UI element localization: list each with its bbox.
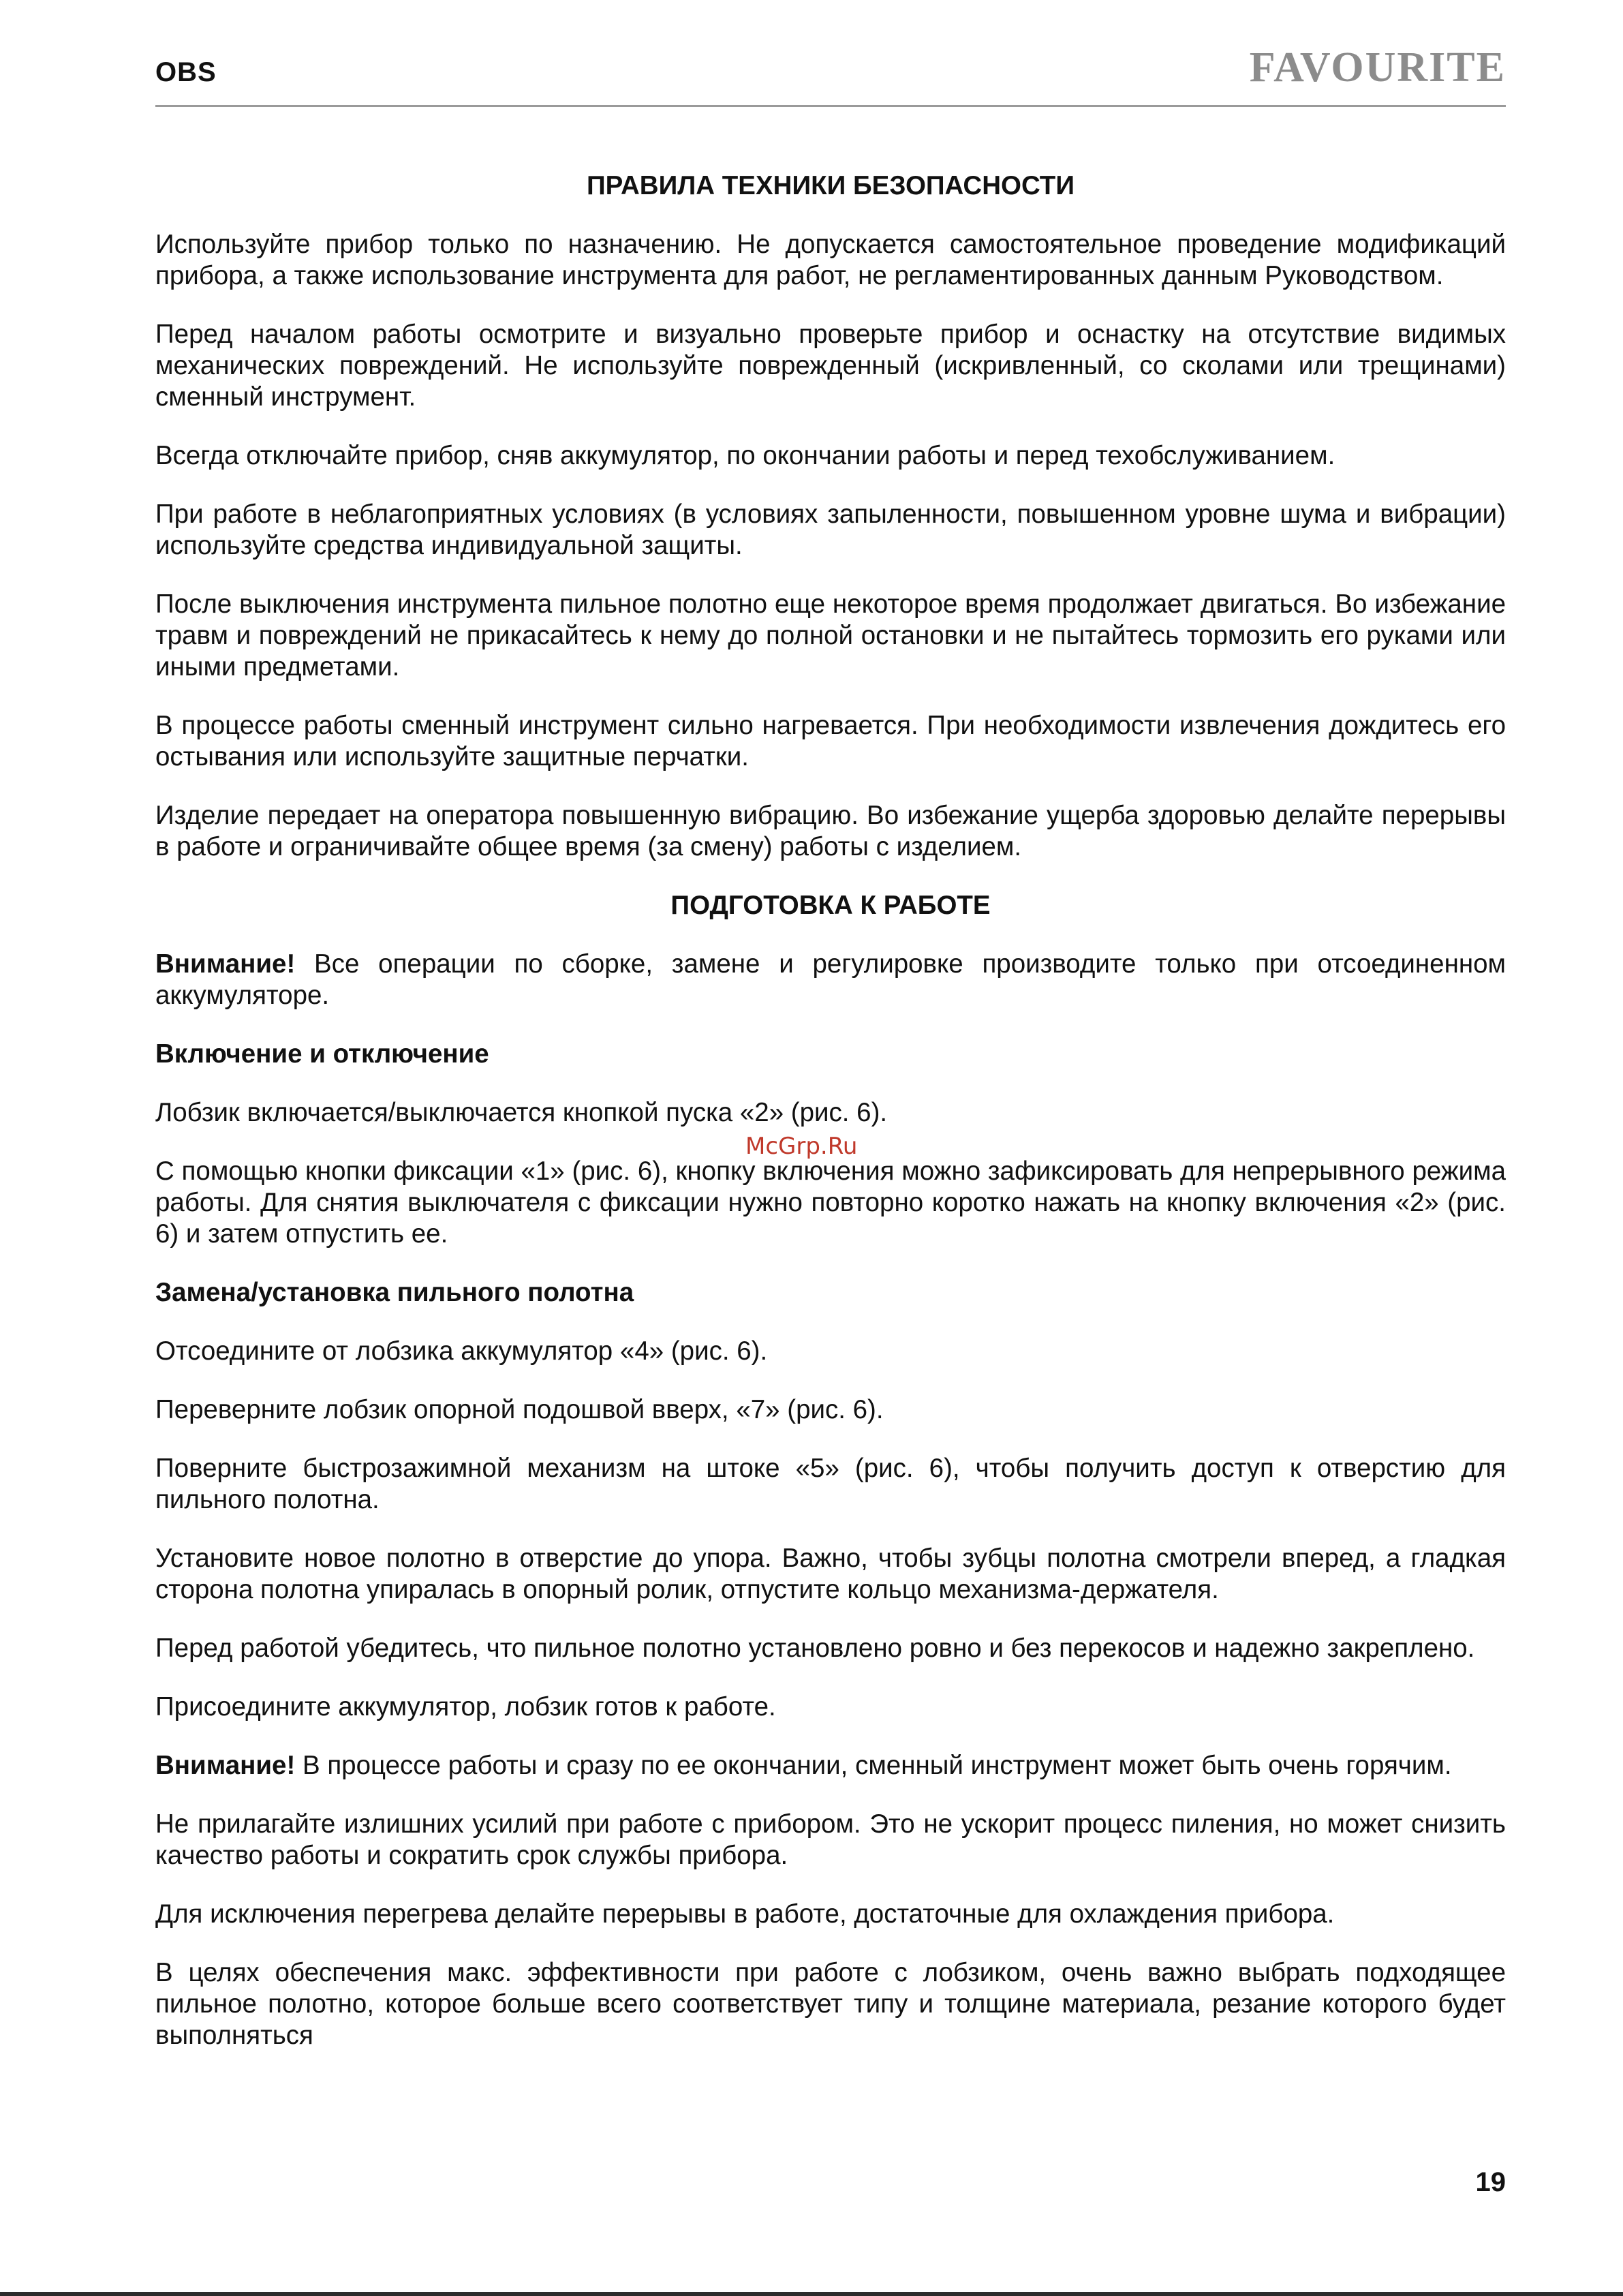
blade-paragraph: Установите новое полотно в отверстие до упора. Важно, чтобы зубцы полотна смотрели вперед, а гладкая сторона полотна упиралась в опорный ролик, отпустите кольцо механизма-держателя. [155,1544,1506,1604]
hot-warning-label: Внимание! [155,1751,296,1780]
switch-paragraph: Лобзик включается/выключается кнопкой пуска «2» (рис. 6). [155,1098,888,1127]
page-number: 19 [1475,2167,1506,2197]
safety-title: ПРАВИЛА ТЕХНИКИ БЕЗОПАСНОСТИ [587,171,1075,200]
blade-paragraph: Отсоедините от лобзика аккумулятор «4» (рис. 6). [155,1336,768,1366]
blade-paragraph: Перед работой убедитесь, что пильное полотно установлено ровно и без перекосов и надежно закреплено. [155,1634,1475,1663]
safety-paragraph: Всегда отключайте прибор, сняв аккумулятор, по окончании работы и перед техобслуживанием. [155,441,1335,470]
switch-heading: Включение и отключение [155,1039,489,1069]
blade-heading: Замена/установка пильного полотна [155,1278,634,1307]
page-header [155,44,1506,106]
final-paragraph: Для исключения перегрева делайте перерывы в работе, достаточные для охлаждения прибора. [155,1899,1335,1929]
safety-paragraph: После выключения инструмента пильное полотно еще некоторое время продолжает двигаться. Во избежание травм и повреждений не прикасайтесь к нему до полной остановки и не пытайтесь тормозить его руками или иными предметами. [155,590,1506,682]
hot-warning-paragraph [155,1750,1506,1781]
warning-paragraph [155,949,1506,1011]
warning-label: Внимание! [155,949,296,979]
final-paragraph: Не прилагайте излишних усилий при работе с прибором. Это не ускорит процесс пиления, но может снизить качество работы и сократить срок службы прибора. [155,1809,1506,1870]
hot-warning-text: В процессе работы и сразу по ее окончании, сменный инструмент может быть очень горячим. [295,1751,1452,1780]
safety-paragraph: При работе в неблагоприятных условиях (в условиях запыленности, повышенном уровне шума и вибрации) используйте средства индивидуальной защиты. [155,500,1506,560]
safety-paragraph: Используйте прибор только по назначению. Не допускается самостоятельное проведение модификаций прибора, а также использование инструмента для работ, не регламентированных данным Руководством. [155,230,1506,290]
final-paragraph: В целях обеспечения макс. эффективности при работе с лобзиком, очень важно выбрать подходящее пильное полотно, которое больше всего соответствует типу и толщине материала, резание которого будет выполняться [155,1958,1506,2050]
header-divider [155,105,1506,107]
preparation-title: ПОДГОТОВКА К РАБОТЕ [670,891,991,920]
brand-logo: FAVOURITE [1249,44,1506,91]
blade-paragraph: Присоедините аккумулятор, лобзик готов к работе. [155,1692,776,1721]
safety-paragraph: В процессе работы сменный инструмент сильно нагревается. При необходимости извлечения дождитесь его остывания или используйте защитные перчатки. [155,711,1506,771]
blade-paragraph: Переверните лобзик опорной подошвой вверх, «7» (рис. 6). [155,1395,884,1424]
safety-paragraph: Изделие передает на оператора повышенную вибрацию. Во избежание ущерба здоровью делайте перерывы в работе и ограничивайте общее время (за смену) работы с изделием. [155,801,1506,861]
switch-paragraph: С помощью кнопки фиксации «1» (рис. 6), кнопку включения можно зафиксировать для непрерывного режима работы. Для снятия выключателя с фиксации нужно повторно коротко нажать на кнопку включения «2» (рис. 6) и затем отпустить ее. [155,1157,1506,1249]
safety-paragraph: Перед началом работы осмотрите и визуально проверьте прибор и оснастку на отсутствие видимых механических повреждений. Не используйте поврежденный (искривленный, со сколами или трещинами) сменный инструмент. [155,320,1506,412]
bottom-border [0,2292,1623,2296]
model-code: OBS [155,57,217,87]
warning-text: Все операции по сборке, замене и регулировке производите только при отсоединенном аккумуляторе. [155,949,1506,1010]
page-body [155,170,1506,2079]
watermark-link[interactable]: McGrp.Ru [745,1133,858,1160]
blade-paragraph: Поверните быстрозажимной механизм на штоке «5» (рис. 6), чтобы получить доступ к отверстию для пильного полотна. [155,1454,1506,1514]
